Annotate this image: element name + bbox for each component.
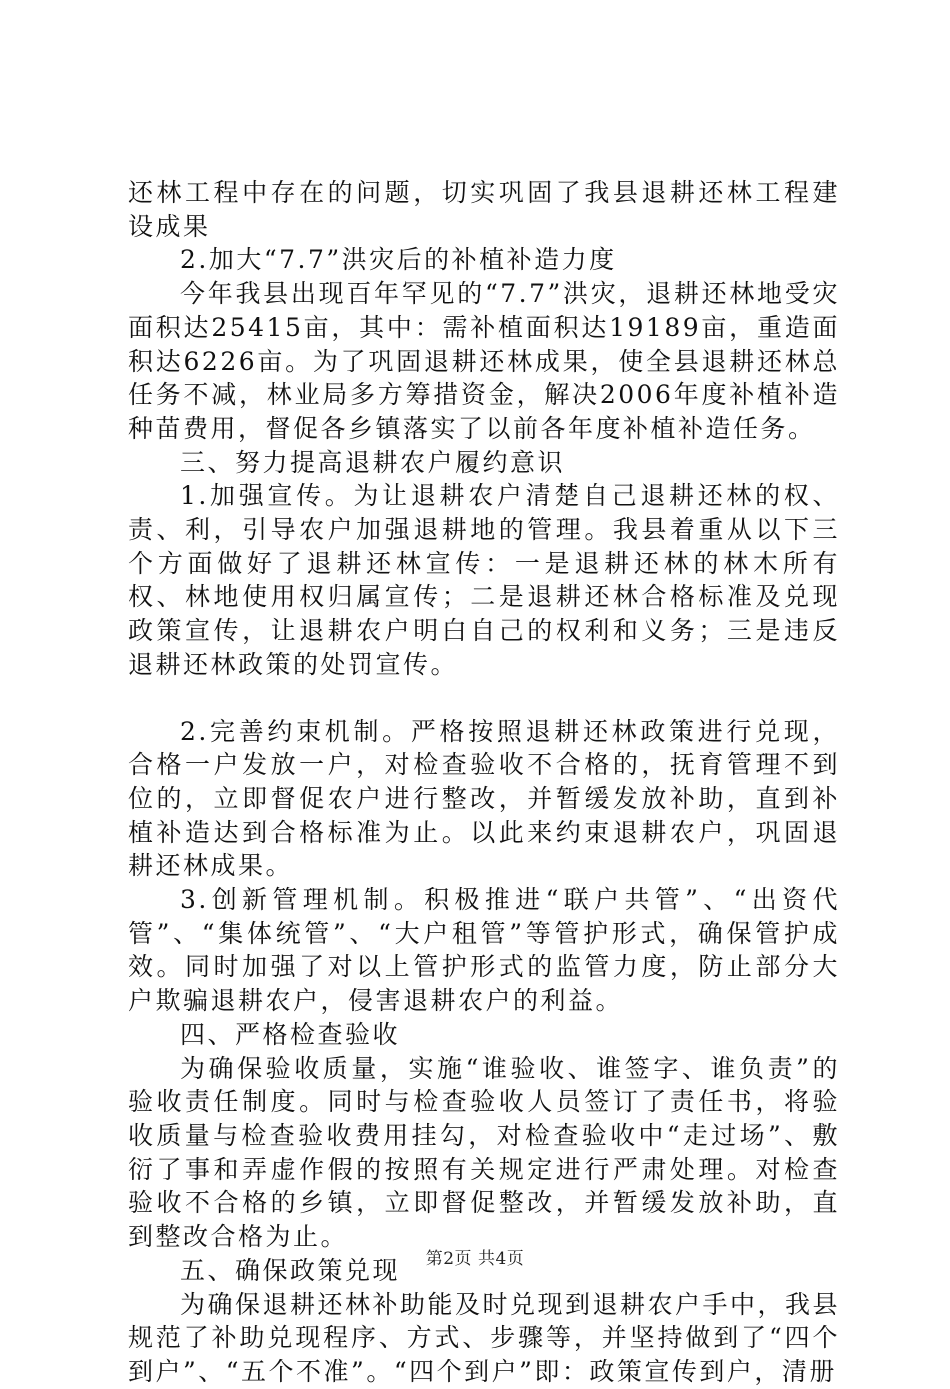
paragraph: 为确保验收质量，实施“谁验收、谁签字、谁负责”的验收责任制度。同时与检查验收人员签订了责任书，将验收质量与检查验收费用挂勾，对检查验收中“走过场”、敷衍了事和弄虚作假的按照有关规定进行严肃处理。对检查验收不合格的乡镇，立即督促整改，并暂缓发放补助，直到整改合格为止。: [128, 1053, 840, 1252]
paragraph: 为确保退耕还林补助能及时兑现到退耕农户手中，我县规范了补助兑现程序、方式、步骤等，并坚持做到了“四个到户”、“五个不准”。“四个到户”即：政策宣传到户，清册: [128, 1289, 841, 1386]
paragraph: 今年我县出现百年罕见的“7.7”洪灾，退耕还林地受灾面积达25415亩，其中：需补植面积达19189亩，重造面积达6226亩。为了巩固退耕还林成果，使全县退耕还林总任务不减，林业局多方筹措资金，解决2006年度补植补造种苗费用，督促各乡镇落实了以前各年度补植补造任务。: [128, 279, 840, 443]
paragraph-continued: 还林工程中存在的问题，切实巩固了我县退耕还林工程建设成果: [128, 178, 840, 241]
page-number-footer: 第2页 共4页: [425, 1249, 525, 1269]
paragraph: 3.创新管理机制。积极推进“联户共管”、“出资代管”、“集体统管”、“大户租管”等管护形式，确保管护成效。同时加强了对以上管护形式的监管力度，防止部分大户欺骗退耕农户，侵害退耕农户的利益。: [128, 885, 840, 1016]
paragraph: 1.加强宣传。为让退耕农户清楚自己退耕还林的权、责、利，引导农户加强退耕地的管理。我县着重从以下三个方面做好了退耕还林宣传：一是退耕还林的林木所有权、林地使用权归属宣传；二是退耕还林合格标准及兑现政策宣传，让退耕农户明白自己的权利和义务；三是违反退耕还林政策的处罚宣传。: [128, 481, 840, 679]
section-heading: 五、确保政策兑现: [180, 1255, 401, 1285]
section-heading: 三、努力提高退耕农户履约意识: [180, 447, 566, 477]
paragraph: 2.完善约束机制。严格按照退耕还林政策进行兑现，合格一户发放一户，对检查验收不合格的，抚育管理不到位的，立即督促农户进行整改，并暂缓发放补助，直到补植补造达到合格标准为止。以此来约束退耕农户，巩固退耕还林成果。: [128, 716, 840, 881]
document-body: [128, 176, 840, 1389]
section-heading: 四、严格检查验收: [180, 1019, 401, 1049]
subsection-heading: 2.加大“7.7”洪灾后的补植补造力度: [180, 245, 617, 275]
